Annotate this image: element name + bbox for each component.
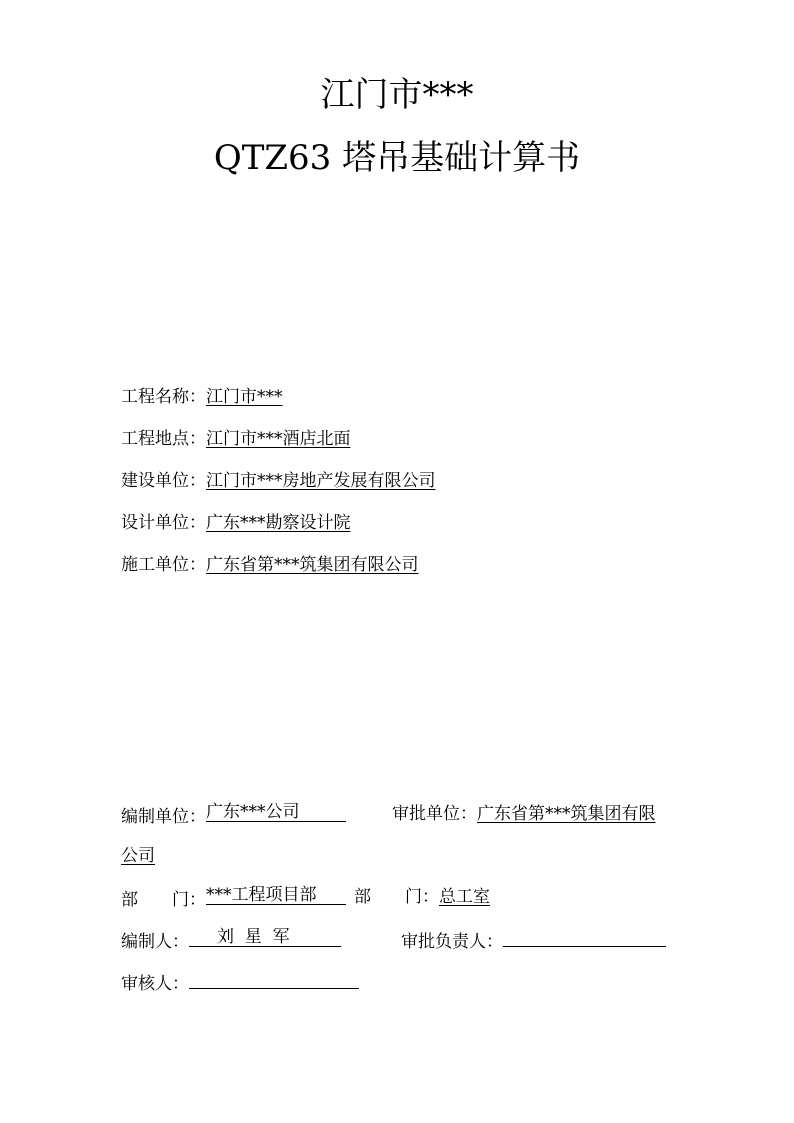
project-location-label: 工程地点： bbox=[121, 429, 206, 449]
document-title-line1: 江门市*** bbox=[320, 75, 474, 115]
approver-signature-line bbox=[503, 928, 666, 947]
project-location-row bbox=[121, 428, 351, 450]
approve-unit-continued bbox=[121, 845, 155, 867]
design-unit-row bbox=[121, 512, 351, 534]
contractor-value: 广东省第***筑集团有限公司 bbox=[206, 555, 419, 575]
department-right-row bbox=[354, 886, 490, 908]
approve-unit-value-continued: 公司 bbox=[121, 846, 155, 866]
approver-row bbox=[401, 928, 666, 953]
department-left-value: ***工程项目部 bbox=[206, 885, 317, 905]
compile-unit-line bbox=[206, 803, 346, 822]
design-unit-value: 广东***勘察设计院 bbox=[206, 513, 351, 533]
approve-unit-row bbox=[392, 803, 656, 825]
approve-unit-value: 广东省第***筑集团有限 bbox=[477, 804, 656, 824]
department-left-row bbox=[121, 886, 346, 911]
project-name-row bbox=[121, 386, 283, 408]
approver-label: 审批负责人： bbox=[401, 932, 503, 952]
compiler-line bbox=[189, 928, 341, 947]
compile-unit-row bbox=[121, 803, 346, 828]
department-right-value: 总工室 bbox=[439, 887, 490, 907]
project-name-label: 工程名称： bbox=[121, 387, 206, 407]
compiler-row bbox=[121, 928, 341, 953]
department-left-line bbox=[206, 886, 346, 905]
reviewer-row bbox=[121, 970, 359, 995]
construction-owner-label: 建设单位： bbox=[121, 471, 206, 491]
compiler-label: 编制人： bbox=[121, 932, 189, 952]
construction-owner-value: 江门市***房地产发展有限公司 bbox=[206, 471, 436, 491]
construction-owner-row bbox=[121, 470, 436, 492]
department-left-label: 部 门： bbox=[121, 890, 206, 910]
compile-unit-value: 广东***公司 bbox=[206, 802, 300, 822]
project-name-value: 江门市*** bbox=[206, 387, 283, 407]
compiler-value: 刘 星 军 bbox=[217, 927, 290, 947]
reviewer-label: 审核人： bbox=[121, 974, 189, 994]
department-right-label: 部 门： bbox=[354, 887, 439, 907]
approve-unit-label: 审批单位： bbox=[392, 804, 477, 824]
compile-unit-label: 编制单位： bbox=[121, 807, 206, 827]
contractor-label: 施工单位： bbox=[121, 555, 206, 575]
project-location-value: 江门市***酒店北面 bbox=[206, 429, 351, 449]
design-unit-label: 设计单位： bbox=[121, 513, 206, 533]
reviewer-signature-line bbox=[189, 970, 359, 989]
contractor-row bbox=[121, 554, 419, 576]
document-title-line2: QTZ63 塔吊基础计算书 bbox=[213, 138, 581, 178]
